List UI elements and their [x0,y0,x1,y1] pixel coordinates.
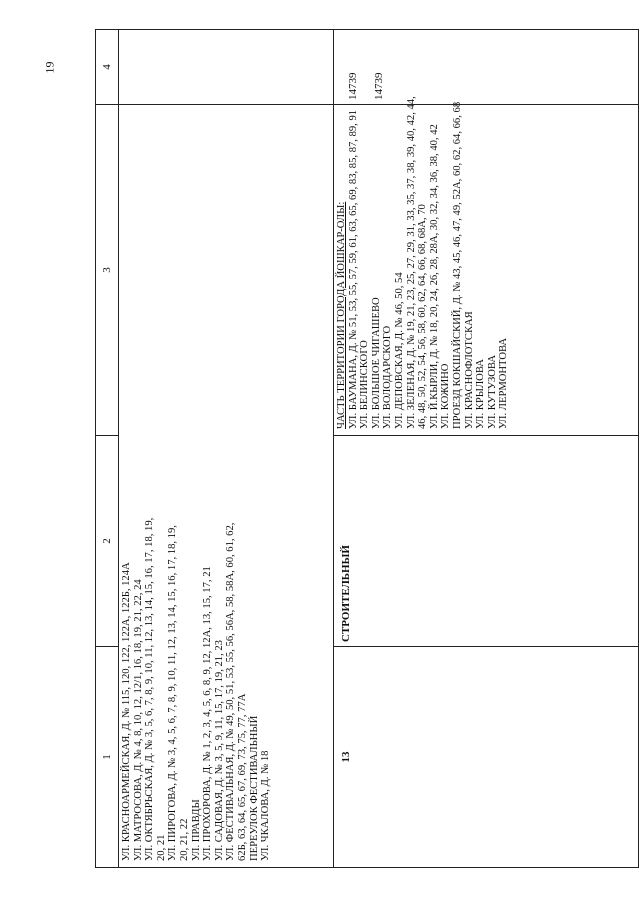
district-name: СТРОИТЕЛЬНЫЙ [334,436,639,647]
header-col-3: 3 [96,105,119,436]
address-line: УЛ. КОЖИНО [440,363,452,429]
address-line: УЛ. ПИРОГОВА, Д. № 3, 4, 5, 6, 7, 8, 9, 10, 11, 12, 13, 14, 15, 16, 17, 18, 19, [167,525,179,861]
header-col-2: 2 [96,436,119,647]
address-line: УЛ. ЧКАЛОВА, Д. № 18 [260,750,272,861]
address-line: УЛ. САДОВАЯ, Д. № 3, 5, 9, 11, 15, 17, 19, 21, 23 [213,640,225,861]
address-line: УЛ. ЗЕЛЕНАЯ, Д. № 19, 21, 23, 25, 27, 29, 31, 33, 35, 37, 38, 39, 40, 42, 44, [405,96,417,429]
address-line: 46, 48, 50, 52, 54, 56, 58, 60, 62, 64, 66, 68, 68А, 70 [417,204,429,429]
address-line: ПРОЕЗД КОКШАЙСКИЙ, Д. № 43, 45, 46, 47, 49, 52А, 60, 62, 64, 66, 68 [451,101,463,429]
address-line: УЛ. КРАСНОФЛОТСКАЯ [463,311,475,429]
address-line: УЛ. ОКТЯБРЬСКАЯ, Д. № 3, 5, 6, 7, 8, 9, 10, 11, 12, 13, 14, 15, 16, 17, 18, 19, [144,517,156,861]
table-row-13 [334,30,639,868]
address-line: УЛ. БОЛЬШОЕ ЧИГАШЕВО [370,297,382,429]
address-line: УЛ. ВОЛОДАРСКОГО [382,325,394,429]
addresses-cell [334,96,639,436]
row-number: 13 [334,647,639,868]
population-cell [334,30,639,105]
header-col-1: 1 [96,647,119,868]
address-line: УЛ. БЕЛИНСКОГО [359,340,371,429]
address-line: 62Б, 63, 64, 65, 67, 69, 73, 75, 77, 77А [236,693,248,861]
addresses-cell [119,105,334,868]
address-line: УЛ. КРАСНОАРМЕЙСКАЯ, Д. № 115, 120, 122, 122А, 122Б, 124А [121,562,132,861]
address-line: УЛ. ПРОХОРОВА, Д. № 1, 2, 3, 4, 5, 6, 8, 9, 12, 12А, 13, 15, 17, 21 [202,566,214,861]
header-row [96,30,119,868]
address-line: 20, 21, 22 [178,818,190,861]
address-line: УЛ. МАТРОСОВА, Д. № 4, 8, 10, 12, 12/1, 16, 18, 19, 21, 22, 24 [132,579,144,861]
population-cell [119,30,334,105]
section-title: ЧАСТЬ ТЕРРИТОРИИ ГОРОДА ЙОШКАР-ОЛЫ: [336,201,347,429]
address-line: 20, 21 [155,834,167,861]
header-col-4: 4 [96,30,119,105]
address-line: УЛ. ФЕСТИВАЛЬНАЯ, Д. № 49, 50, 51, 53, 55, 56, 56А, 58, 58А, 60, 61, 62, [225,522,237,861]
address-line: ПЕРЕУЛОК ФЕСТИВАЛЬНЫЙ [248,715,260,861]
page-number: 19 [42,61,57,74]
address-line: УЛ. ПРАВДЫ [190,799,202,861]
population-value: 14739 [347,72,359,100]
address-line: УЛ. Й.КЫРЛИ, Д. № 18, 20, 24, 26, 28, 28А, 30, 32, 34, 36, 38, 40, 42 [428,124,440,429]
address-line: УЛ. ЛЕРМОНТОВА [498,337,510,429]
population-value: 14739 [373,72,385,100]
rotated-table-wrapper [95,34,625,868]
address-table [95,29,639,868]
address-line: УЛ. КРЫЛОВА [475,359,487,429]
address-line: УЛ. КУТУЗОВА [486,355,498,429]
table-row-continuation [119,30,334,868]
address-line: УЛ. БАУМАНА, Д. № 51, 53, 55, 57, 59, 61, 63, 65, 69, 83, 85, 87, 89, 91 [347,109,359,429]
address-line: УЛ. ДЕПОВСКАЯ, Д. № 46, 50, 54 [393,272,405,429]
